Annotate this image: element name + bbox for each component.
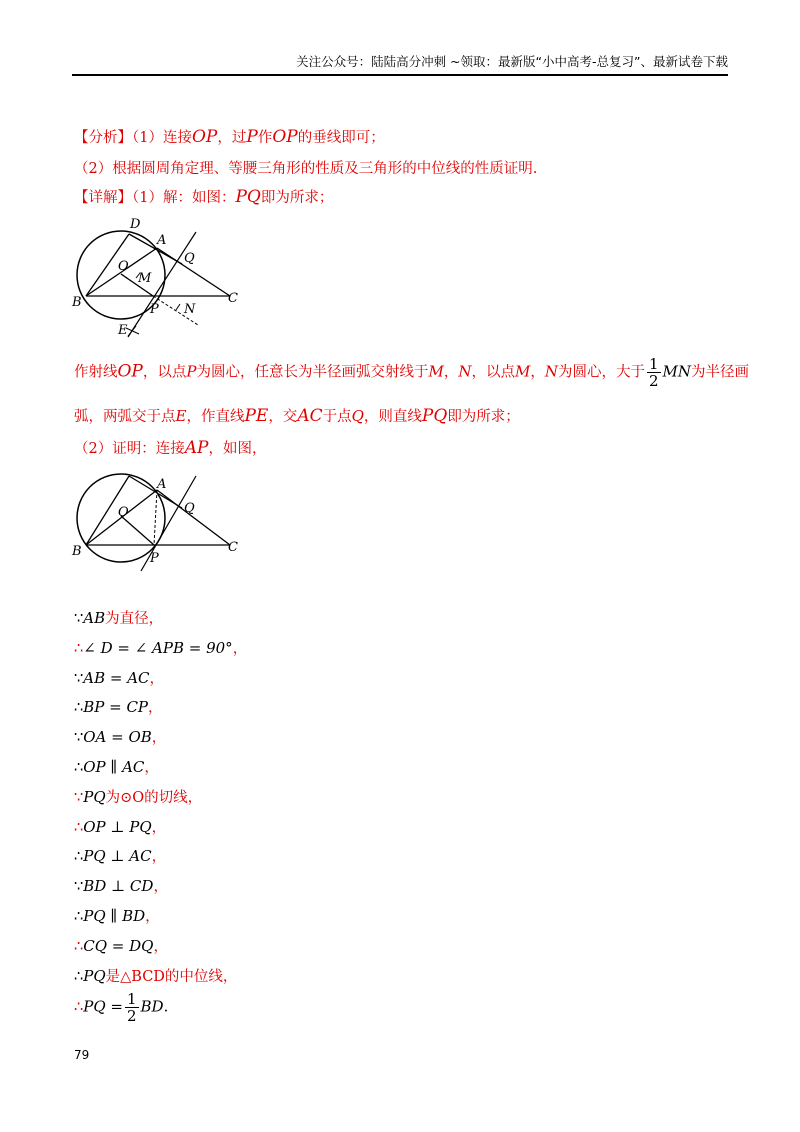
proof-step: ∵BD ⊥ CD， <box>74 877 168 896</box>
proof-step: ∵AB = AC， <box>74 668 165 687</box>
label-p: P <box>150 551 159 566</box>
proof-step: ∴PQ是△BCD的中位线， <box>74 966 238 985</box>
fraction-half: $\frac{1}{2}$ <box>126 990 137 1025</box>
header-text: 关注公众号：陆陆高分冲刺 ~领取：最新版“小中高考-总复习”、最新试卷下载 <box>296 54 728 69</box>
page-number: 79 <box>74 1048 90 1062</box>
label-q: Q <box>184 251 195 266</box>
proof-step: ∵AB为直径， <box>74 609 164 627</box>
label-d: D <box>130 217 141 232</box>
proof-step: ∴CQ = DQ， <box>74 936 168 955</box>
proof-intro: （2）证明：连接AP，如图， <box>74 438 267 458</box>
construct-line-1: 作射线OP，以点P为圆心，任意长为半径画弧交射线于M，N，以点M，N为圆心，大于 $\frac{1}{2}$ MN为半径画 <box>74 355 749 390</box>
label-q: Q <box>184 501 195 516</box>
label-a: A <box>157 233 167 248</box>
label-o: O <box>118 259 129 274</box>
proof-step: ∵PQ为⊙O的切线， <box>74 787 203 806</box>
label-o: O <box>118 505 129 520</box>
page-header <box>72 40 728 76</box>
label-a: A <box>157 477 167 492</box>
proof-step: ∴∠ D = ∠ APB = 90°， <box>74 638 248 657</box>
proof-step: ∴OP ⊥ PQ， <box>74 817 167 836</box>
label-c: C <box>228 291 238 306</box>
analysis-line-2: （2）根据圆周角定理、等腰三角形的性质及三角形的中位线的性质证明. <box>74 161 538 177</box>
analysis-line-1: 【分析】（1）连接OP，过P作OP的垂线即可； <box>74 127 385 147</box>
final-step: ∴PQ = $\frac{1}{2}$ BD. <box>74 990 169 1025</box>
proof-step: ∴OP ∥ AC， <box>74 758 159 776</box>
label-p: P <box>150 302 159 317</box>
label-b: B <box>72 544 82 559</box>
proof-step: ∴BP = CP， <box>74 698 163 717</box>
proof-step: ∴PQ ∥ BD， <box>74 907 160 925</box>
label-b: B <box>72 295 82 310</box>
proof-step: ∴PQ ⊥ AC， <box>74 847 167 866</box>
fraction-half: $\frac{1}{2}$ <box>648 355 659 390</box>
label-n: N <box>184 302 196 317</box>
proof-step: ∵OA = OB， <box>74 728 167 747</box>
figure-2 <box>66 466 266 576</box>
label-c: C <box>228 540 238 555</box>
label-m: M <box>138 271 152 286</box>
construct-line-2: 弧，两弧交于点E，作直线PE，交AC于点Q，则直线PQ即为所求； <box>74 406 520 426</box>
label-e: E <box>118 323 128 338</box>
detail-line-1: 【详解】（1）解：如图：PQ即为所求； <box>74 187 334 207</box>
figure-1 <box>66 212 266 342</box>
